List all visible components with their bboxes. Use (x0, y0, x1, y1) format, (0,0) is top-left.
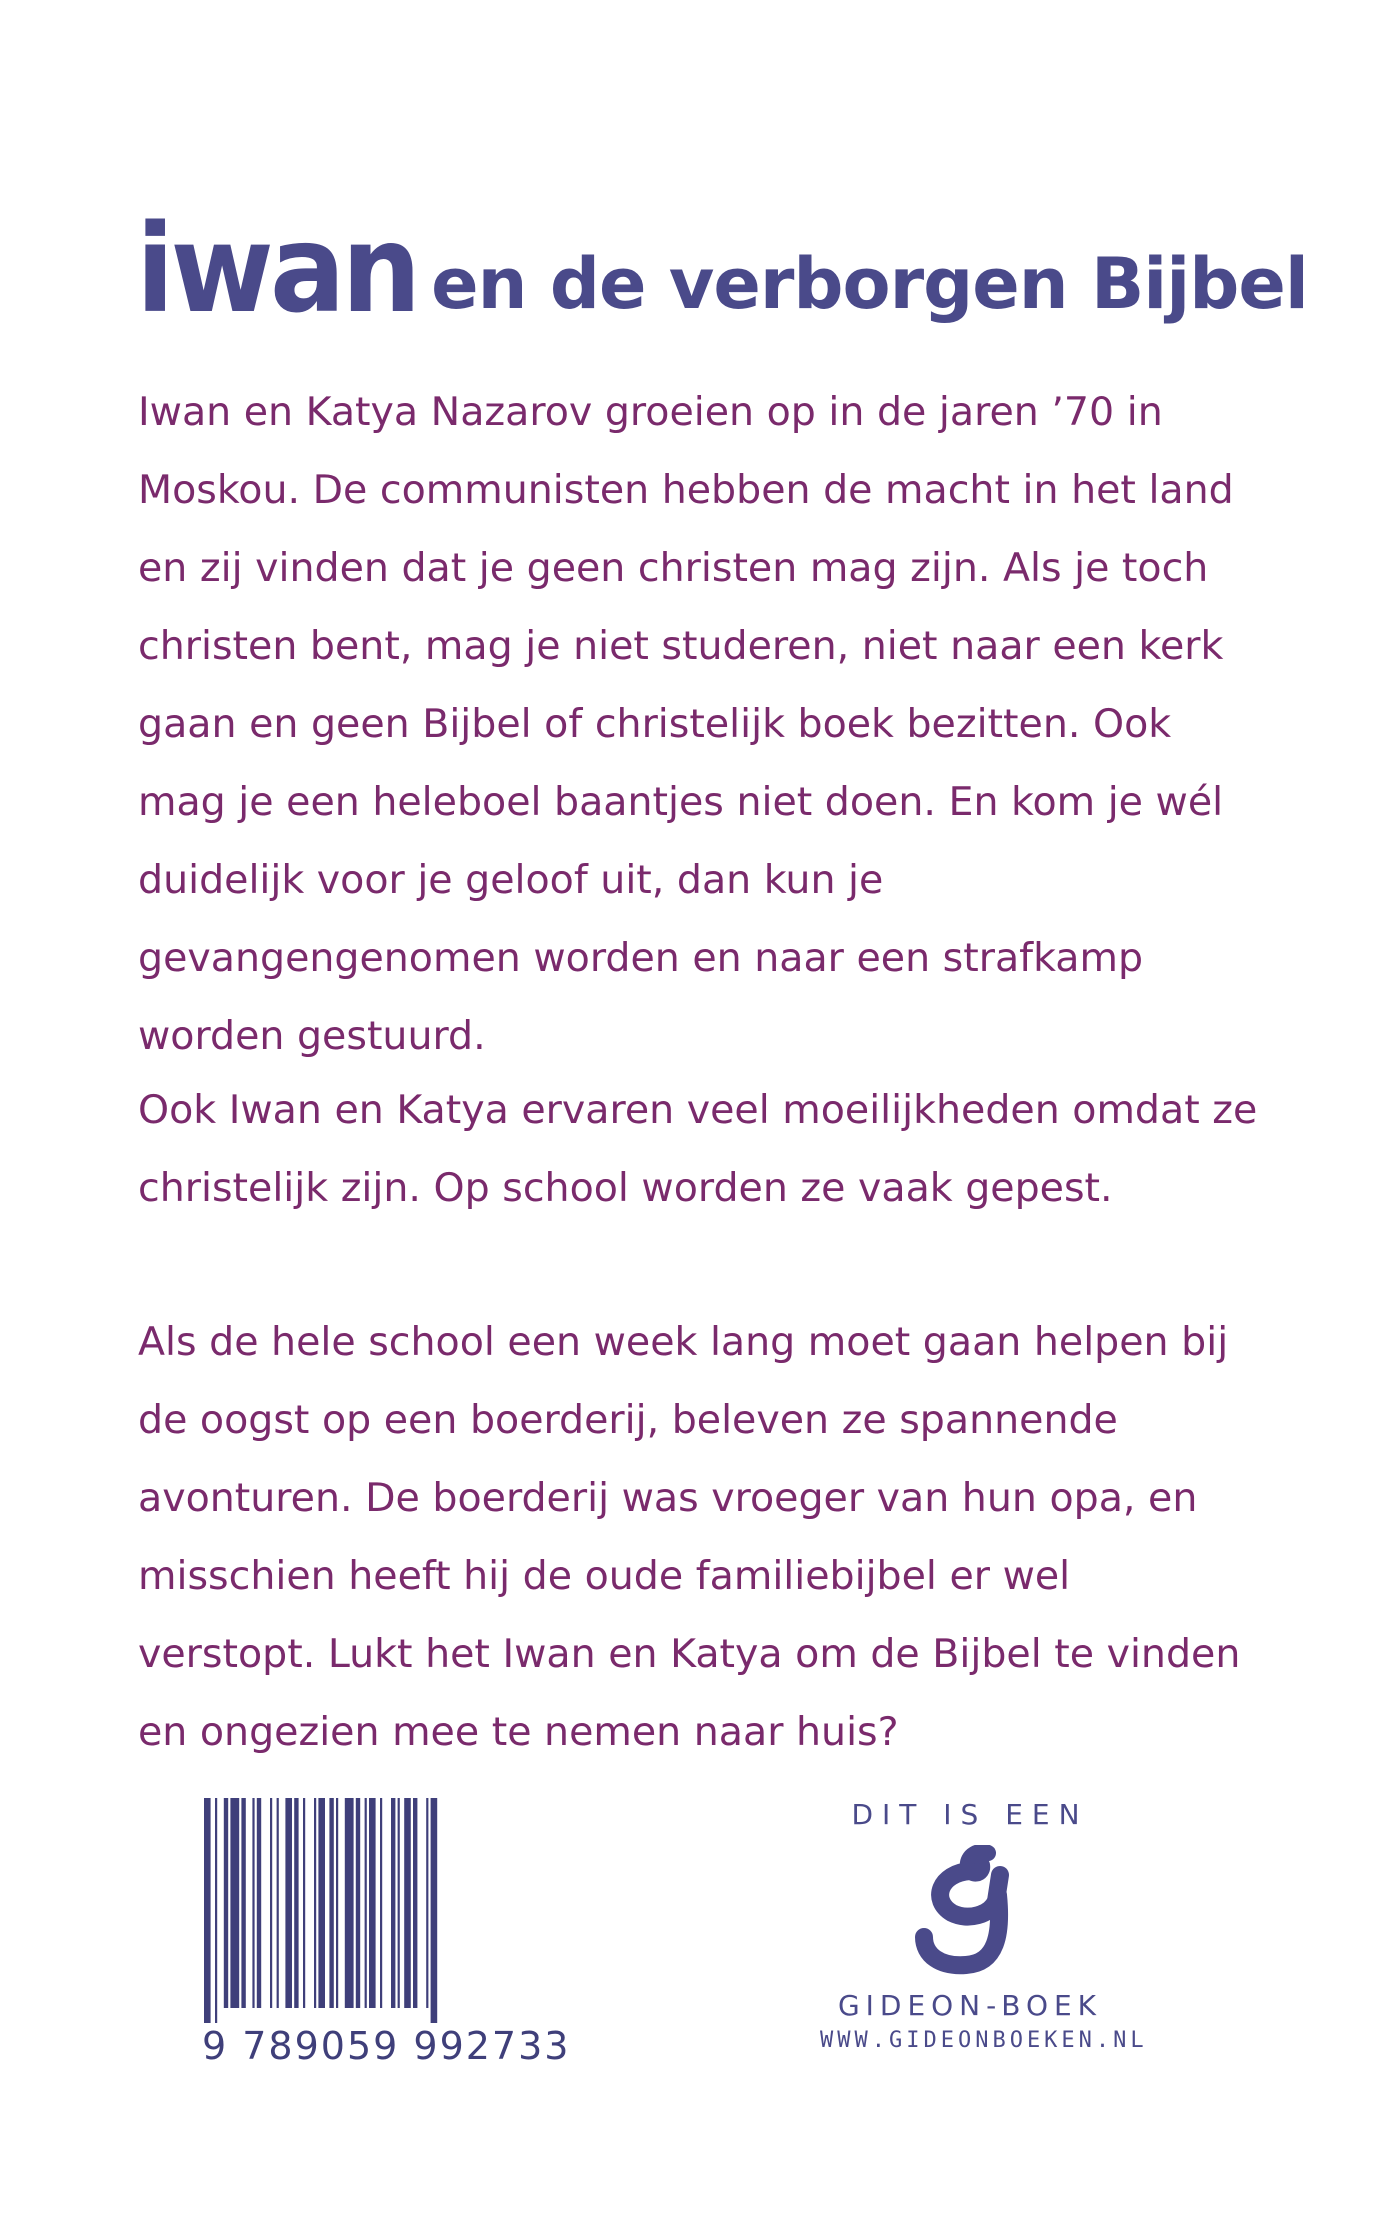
barcode-bar (345, 1798, 354, 2008)
publisher-name: GIDEON-BOEK (837, 1989, 1103, 2022)
barcode-bar (380, 1798, 382, 2008)
barcode-bar (336, 1798, 338, 2008)
barcode-bar (314, 1798, 316, 2008)
barcode-bar (257, 1798, 261, 2008)
publisher-tagline: DIT IS EEN (851, 1798, 1089, 1831)
blurb-paragraph-1: Iwan en Katya Nazarov groeien op in de jaren ’70 in Moskou. De communisten hebben de macht in het land en zij vinden dat je geen christen mag zijn. Als je toch christen bent, mag je niet studeren, niet naar een kerk gaan en geen Bijbel of christelijk boek bezitten. Ook mag je een heleboel baantjes niet doen. En kom je wél duidelijk voor je geloof uit, dan kun je gevangengenomen worden en naar een strafkamp worden gestuurd. (138, 389, 1234, 1059)
barcode-bar (329, 1798, 333, 2008)
barcode-bar (318, 1798, 325, 2008)
barcode-bar (413, 1798, 417, 2008)
barcode-bar (230, 1798, 239, 2008)
blurb-paragraph-2: Ook Iwan en Katya ervaren veel moeilijkheden omdat ze christelijk zijn. Op school worden ze vaak gepest. (138, 1087, 1258, 1211)
title-highlight: iwan (136, 199, 418, 341)
barcode-bar (224, 1798, 228, 2008)
blurb-paragraph-3: Als de hele school een week lang moet gaan helpen bij de oogst op een boerderij, beleven ze spannende avonturen. De boerderij was vroeger van hun opa, en misschien heeft hij de oude familiebijbel er wel verstopt. Lukt het Iwan en Katya om de Bijbel te vinden en ongezien mee te nemen naar huis? (138, 1319, 1241, 1755)
barcode-bar (252, 1798, 254, 2008)
barcode-bar (426, 1798, 428, 2008)
barcode-bar (431, 1798, 438, 2023)
publisher-url[interactable]: WWW.GIDEONBOEKEN.NL (820, 2028, 1148, 2053)
barcode-bar (285, 1798, 292, 2008)
barcode-bar (398, 1798, 400, 2008)
barcode-bar (241, 1798, 245, 2008)
barcode-bar (277, 1798, 279, 2008)
barcode-bar (303, 1798, 305, 2008)
title-rest: en de verborgen Bijbel (431, 243, 1308, 325)
publisher-block (820, 1790, 1148, 2090)
gideon-logo-icon (910, 1845, 1030, 1975)
barcode-bar (369, 1798, 376, 2008)
barcode-bar (215, 1798, 217, 2023)
barcode-bar (391, 1798, 395, 2008)
isbn-number: 9 789059 992733 (202, 2024, 571, 2068)
barcode-bar (270, 1798, 272, 2008)
barcode-bars (200, 1798, 570, 2023)
barcode-bar (404, 1798, 411, 2008)
barcode-bar (356, 1798, 360, 2008)
barcode-bar (204, 1798, 211, 2023)
book-title (136, 199, 1336, 345)
barcode-bar (294, 1798, 298, 2008)
barcode-bar (365, 1798, 367, 2008)
